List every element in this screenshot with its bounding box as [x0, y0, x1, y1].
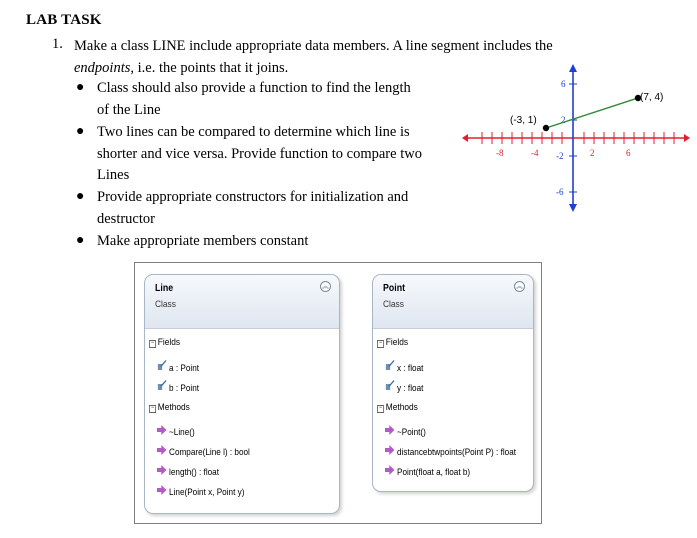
y-tick-label: 2	[561, 115, 566, 125]
endpoint-a	[543, 125, 549, 131]
task-number: 1.	[52, 36, 63, 52]
line-method	[157, 465, 219, 478]
bullet-2-line: shorter and vice versa. Provide function to compare two	[97, 145, 422, 162]
line-method	[157, 445, 250, 458]
task-line-2-rest: , i.e. the points that it joins.	[130, 60, 289, 76]
method-icon	[385, 425, 397, 438]
bullet-dot: ●	[76, 80, 85, 95]
coordinate-graph	[462, 62, 690, 214]
y-tick-label: 6	[561, 79, 566, 89]
bullet-1	[97, 78, 454, 121]
point-class-kind: Class	[383, 299, 404, 310]
y-axis-arrow-down	[569, 204, 577, 212]
x-axis-arrow-left	[462, 134, 468, 142]
bullet-3-line: Provide appropriate constructors for initialization and	[97, 189, 409, 205]
field-icon	[385, 359, 397, 374]
bullet-1-line: Class should also provide a function to find the length	[97, 80, 411, 96]
point-method-text: Point(float a, float b)	[397, 467, 471, 478]
line-methods-section[interactable]	[149, 402, 190, 413]
line-methods-title: Methods	[157, 402, 190, 413]
bullet-3-line: destructor	[97, 210, 155, 227]
y-tick-label: -2	[556, 151, 564, 161]
line-method-text: Line(Point x, Point y)	[169, 487, 245, 498]
endpoint-a-label: (-3, 1)	[510, 115, 537, 126]
minus-icon[interactable]: −	[150, 340, 155, 346]
endpoints-italic: endpoints	[74, 60, 131, 76]
bullet-3	[97, 187, 454, 230]
class-diagram-frame	[134, 262, 542, 524]
y-axis-arrow-up	[569, 64, 577, 72]
point-class-box[interactable]	[372, 274, 534, 492]
line-class-name: Line	[155, 283, 174, 294]
point-method-text: distancebtwpoints(Point P) : float	[397, 447, 517, 458]
point-fields-title: Fields	[385, 337, 409, 348]
line-fields-section[interactable]	[149, 337, 180, 348]
task-line-1: Make a class LINE include appropriate data members. A line segment includes the	[74, 38, 553, 54]
bullet-dot: ●	[76, 233, 85, 248]
line-method-text: Compare(Line l) : bool	[169, 447, 250, 458]
line-fields-title: Fields	[157, 337, 181, 348]
point-field-text: y : float	[397, 383, 424, 394]
x-axis-arrow-right	[684, 134, 690, 142]
bullet-2	[97, 122, 454, 187]
line-method	[157, 485, 244, 498]
minus-icon[interactable]: −	[150, 405, 155, 411]
point-field	[385, 359, 423, 374]
field-icon	[157, 379, 169, 394]
point-field	[385, 379, 423, 394]
x-tick-label: 2	[590, 148, 595, 158]
x-tick-label: -8	[496, 148, 504, 158]
method-icon	[157, 445, 169, 458]
line-segment	[546, 98, 638, 128]
bullet-4-line: Make appropriate members constant	[97, 233, 309, 249]
method-icon	[157, 465, 169, 478]
line-method	[157, 425, 195, 438]
method-icon	[157, 425, 169, 438]
point-method-text: ~Point()	[397, 427, 426, 438]
bullet-dot: ●	[76, 124, 85, 139]
point-methods-title: Methods	[385, 402, 418, 413]
bullet-1-line: of the Line	[97, 101, 161, 118]
page-heading: LAB TASK	[26, 12, 102, 28]
task-line-2	[74, 58, 288, 79]
collapse-chevron-icon[interactable]: ︽	[516, 283, 523, 290]
bullet-4	[97, 231, 454, 253]
collapse-chevron-icon[interactable]: ︽	[322, 283, 329, 290]
point-fields-section[interactable]	[377, 337, 408, 348]
bullet-2-line: Lines	[97, 167, 130, 183]
point-method	[385, 445, 516, 458]
point-methods-section[interactable]	[377, 402, 418, 413]
point-class-header	[373, 275, 533, 329]
line-method-text: ~Line()	[169, 427, 195, 438]
bullet-2-line: Two lines can be compared to determine which line is	[97, 124, 410, 140]
field-icon	[157, 359, 169, 374]
minus-icon[interactable]: −	[378, 340, 383, 346]
method-icon	[385, 465, 397, 478]
point-class-name: Point	[383, 283, 405, 294]
point-field-text: x : float	[397, 363, 424, 374]
line-class-kind: Class	[155, 299, 176, 310]
line-field	[157, 359, 199, 374]
line-method-text: length() : float	[169, 467, 220, 478]
method-icon	[385, 445, 397, 458]
line-class-box[interactable]	[144, 274, 340, 514]
x-tick-label: -4	[531, 148, 539, 158]
line-field-text: b : Point	[169, 383, 200, 394]
line-field-text: a : Point	[169, 363, 200, 374]
point-method	[385, 425, 426, 438]
line-class-header	[145, 275, 339, 329]
method-icon	[157, 485, 169, 498]
y-tick-label: -6	[556, 187, 564, 197]
minus-icon[interactable]: −	[378, 405, 383, 411]
bullet-dot: ●	[76, 189, 85, 204]
field-icon	[385, 379, 397, 394]
point-method	[385, 465, 470, 478]
endpoint-b-label: (7, 4)	[640, 92, 664, 103]
line-field	[157, 379, 199, 394]
x-tick-label: 6	[626, 148, 631, 158]
